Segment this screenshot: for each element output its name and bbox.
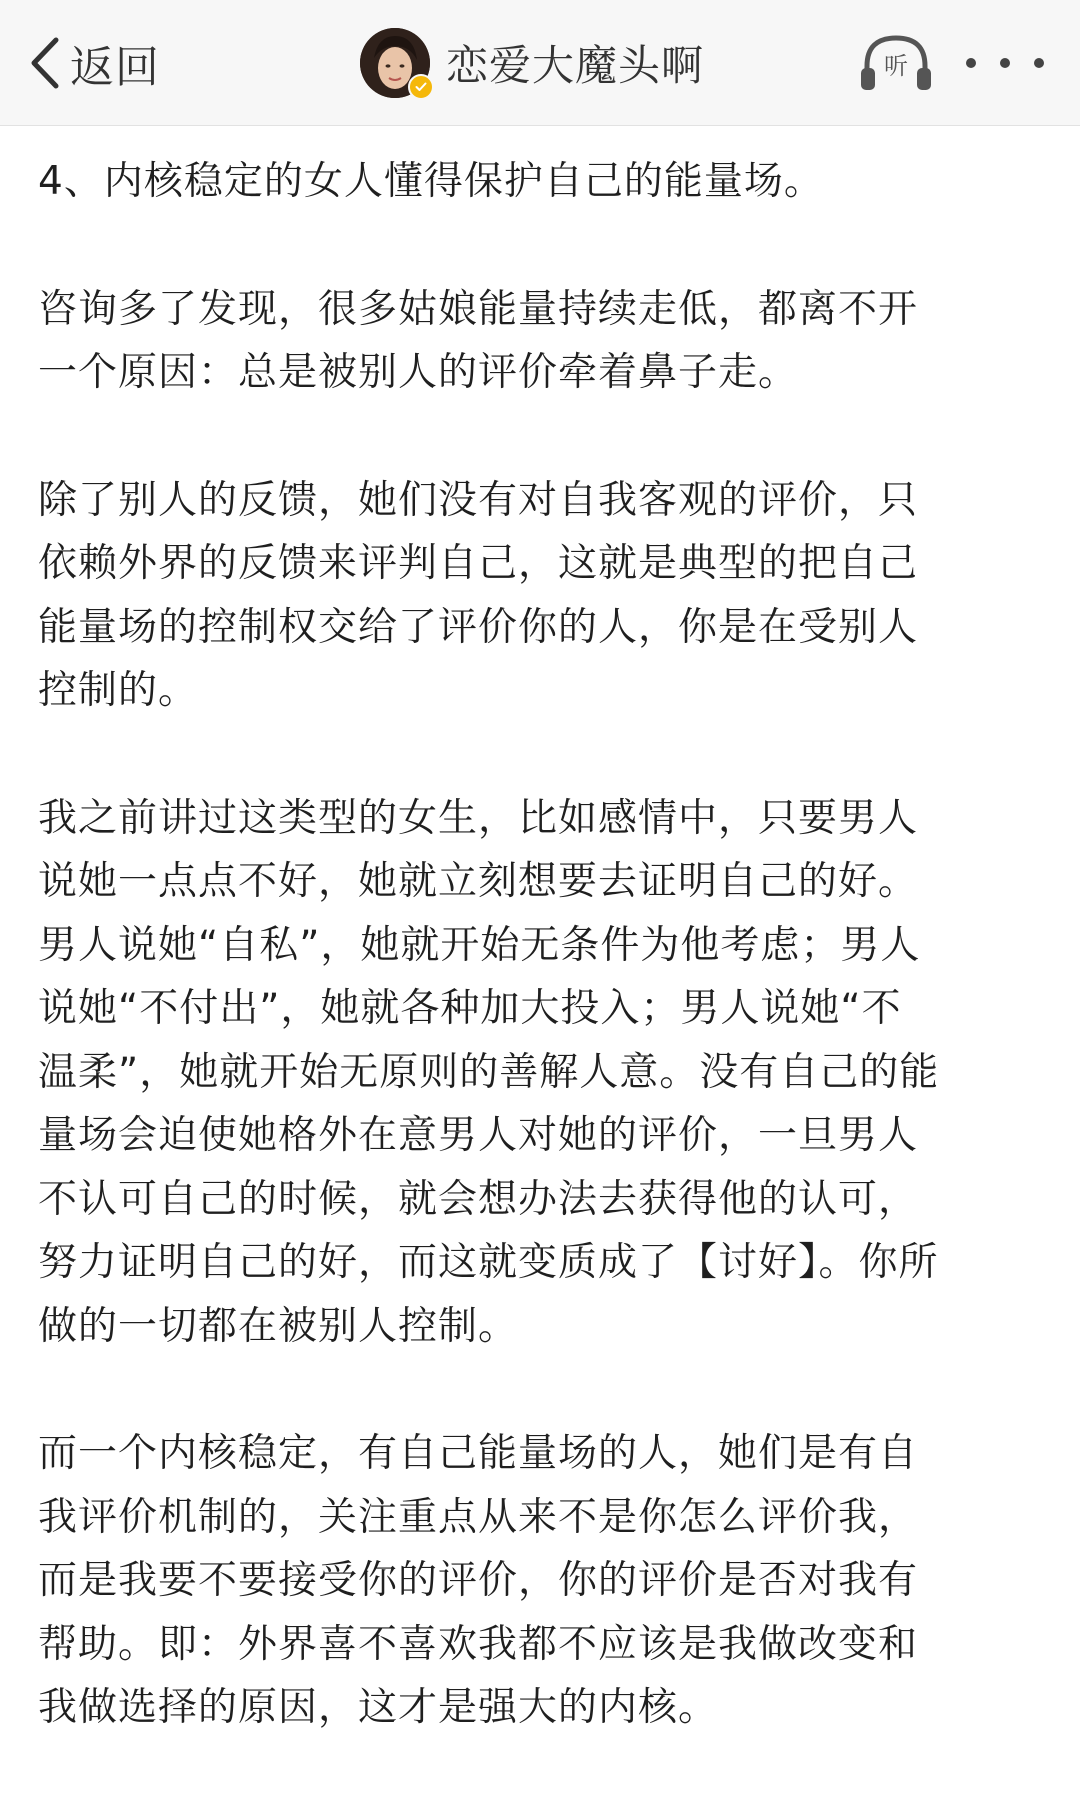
back-button[interactable] xyxy=(30,30,160,96)
back-label: 返回 xyxy=(70,42,160,93)
more-options-button[interactable] xyxy=(966,46,1044,80)
headphones-icon xyxy=(858,52,934,98)
author-header[interactable] xyxy=(360,26,704,100)
avatar[interactable] xyxy=(360,28,430,98)
article-paragraph: 咨询多了发现，很多姑娘能量持续走低，都离不开 一个原因：总是被别人的评价牵着鼻子走。 xyxy=(38,286,919,395)
article-paragraph: 除了别人的反馈，她们没有对自我客观的评价，只 依赖外界的反馈来评判自己，这就是典型的把自己 能量场的控制权交给了评价你的人，你是在受别人 控制的。 xyxy=(38,477,919,713)
listen-icon-text: 听 xyxy=(884,52,908,80)
article-body xyxy=(38,150,1048,1804)
verified-badge-icon xyxy=(408,74,434,100)
article-paragraph: 4、内核稳定的女人懂得保护自己的能量场。 xyxy=(38,159,824,204)
top-nav-bar xyxy=(0,0,1080,126)
article-paragraph: 我之前讲过这类型的女生，比如感情中，只要男人 说她一点点不好，她就立刻想要去证明自己的好。 男人说她“自私”，她就开始无条件为他考虑；男人 说她“不付出”，她就各种加大投入；男人说她“不 温柔”，她就开始无原则的善解人意。没有自己的能 量场会迫使她格外在意男人对她的评价，一旦男人 不认可自己的时候，就会想办法去获得他的认可， 努力证明自己的好，而这就变质成了【讨好】。你所 做的一切都在被别人控制。 xyxy=(38,795,940,1349)
listen-button[interactable] xyxy=(858,32,934,94)
chevron-left-icon xyxy=(30,37,60,89)
more-dots-icon xyxy=(1000,58,1010,68)
article-paragraph: 而一个内核稳定，有自己能量场的人，她们是有自 我评价机制的，关注重点从来不是你怎么评价我， 而是我要不要接受你的评价，你的评价是否对我有 帮助。即：外界喜不喜欢我都不应该是我做改变和 我做选择的原因，这才是强大的内核。 xyxy=(38,1431,919,1730)
more-dots-icon xyxy=(966,58,976,68)
author-name: 恋爱大魔头啊 xyxy=(446,41,705,90)
more-dots-icon xyxy=(1034,58,1044,68)
